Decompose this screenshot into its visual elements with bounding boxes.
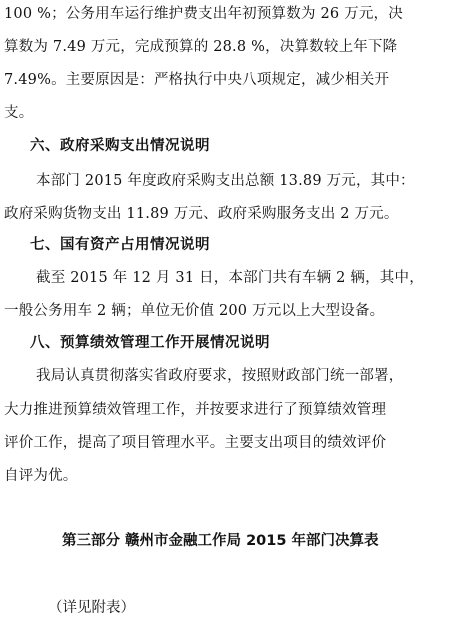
body-text-line: 大力推进预算绩效管理工作，并按要求进行了预算绩效管理 (4, 402, 387, 418)
body-text-line: 算数为 7.49 万元，完成预算的 28.8 %，决算数较上年下降 (4, 39, 398, 55)
body-text-line: 7.49%。主要原因是：严格执行中央八项规定，减少相关开 (4, 72, 390, 88)
body-text-line: 我局认真贯彻落实省政府要求，按照财政部门统一部署， (36, 368, 404, 384)
body-text-line: 支。 (4, 105, 34, 121)
section-heading-assets: 七、国有资产占用情况说明 (30, 237, 210, 253)
appendix-note: （详见附表） (48, 600, 135, 616)
part-title: 第三部分 赣州市金融工作局 2015 年部门决算表 (62, 533, 379, 549)
body-text-line: 评价工作，提高了项目管理水平。主要支出项目的绩效评价 (4, 435, 387, 451)
body-text-line: 自评为优。 (4, 468, 78, 484)
body-text-line: 一般公务用车 2 辆；单位无价值 200 万元以上大型设备。 (4, 303, 385, 319)
body-text-line: 本部门 2015 年度政府采购支出总额 13.89 万元，其中： (36, 173, 415, 189)
section-heading-performance: 八、预算绩效管理工作开展情况说明 (30, 335, 270, 351)
body-text-line: 政府采购货物支出 11.89 万元、政府采购服务支出 2 万元。 (4, 206, 399, 222)
body-text-line: 截至 2015 年 12 月 31 日，本部门共有车辆 2 辆，其中， (36, 270, 424, 286)
body-text-line: 100 %；公务用车运行维护费支出年初预算数为 26 万元，决 (4, 6, 403, 22)
section-heading-procurement: 六、政府采购支出情况说明 (30, 138, 210, 154)
